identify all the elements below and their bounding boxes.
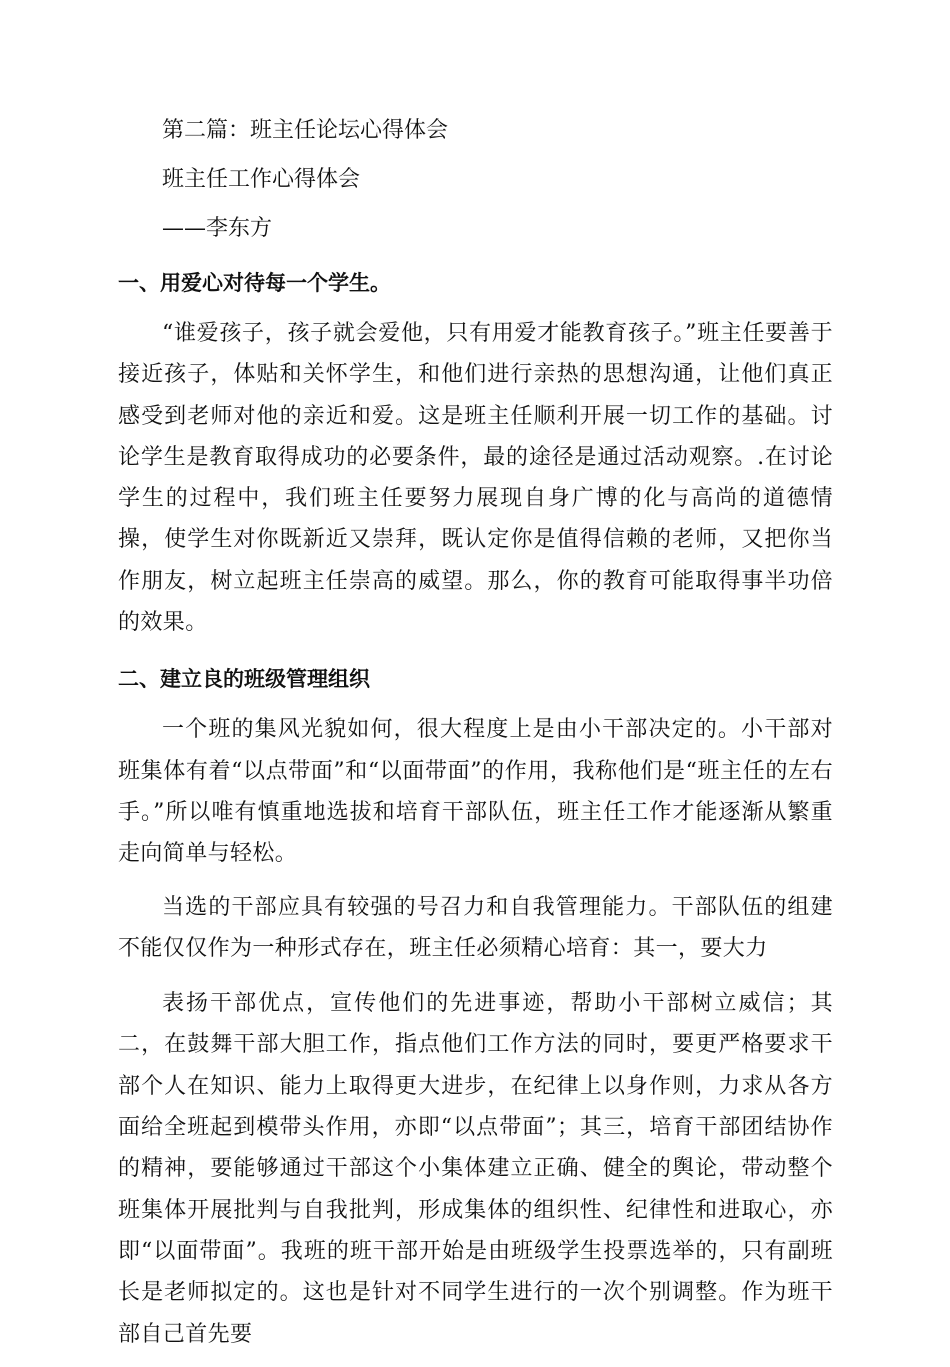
section-2-paragraph-1: 一个班的集风光貌如何，很大程度上是由小干部决定的。小干部对班集体有着“以点带面”和“以面带面”的作用，我称他们是“班主任的左右手。”所以唯有慎重地选拔和培育干部队伍，班主任工作才能逐渐从繁重走向简单与轻松。 [118, 717, 833, 867]
document-body [118, 106, 833, 1367]
author-line: ——李东方 [162, 216, 273, 241]
section-heading-2: 二、建立良的班级管理组织 [118, 667, 370, 692]
document-title: 第二篇：班主任论坛心得体会 [162, 118, 449, 143]
section-2-paragraph-3: 表扬干部优点，宣传他们的先进事迹，帮助小干部树立威信；其二，在鼓舞干部大胆工作，指点他们工作方法的同时，要更严格要求干部个人在知识、能力上取得更大进步，在纪律上以身作则，力求从各方面给全班起到模带头作用，亦即“以点带面”；其三，培育干部团结协作的精神，要能够通过干部这个小集体建立正确、健全的舆论，带动整个班集体开展批判与自我批判，形成集体的组织性、纪律性和进取心，亦即“以面带面”。我班的班干部开始是由班级学生投票选举的，只有副班长是老师拟定的。这也是针对不同学生进行的一次个别调整。作为班干部自己首先要 [118, 991, 833, 1347]
section-heading-1: 一、用爱心对待每一个学生。 [118, 271, 391, 295]
document-subtitle: 班主任工作心得体会 [162, 167, 361, 192]
section-2-paragraph-2: 当选的干部应具有较强的号召力和自我管理能力。干部队伍的组建不能仅仅作为一种形式存在，班主任必须精心培育：其一，要大力 [118, 894, 833, 961]
section-1-paragraph: “谁爱孩子，孩子就会爱他，只有用爱才能教育孩子。”班主任要善于接近孩子，体贴和关怀学生，和他们进行亲热的思想沟通，让他们真正感受到老师对他的亲近和爱。这是班主任顺利开展一切工作的基础。讨论学生是教育取得成功的必要条件，最的途径是通过活动观察。.在讨论学生的过程中，我们班主任要努力展现自身广博的化与高尚的道德情操，使学生对你既新近又崇拜，既认定你是值得信赖的老师，又把你当作朋友，树立起班主任崇高的威望。那么，你的教育可能取得事半功倍的效果。 [118, 321, 833, 636]
